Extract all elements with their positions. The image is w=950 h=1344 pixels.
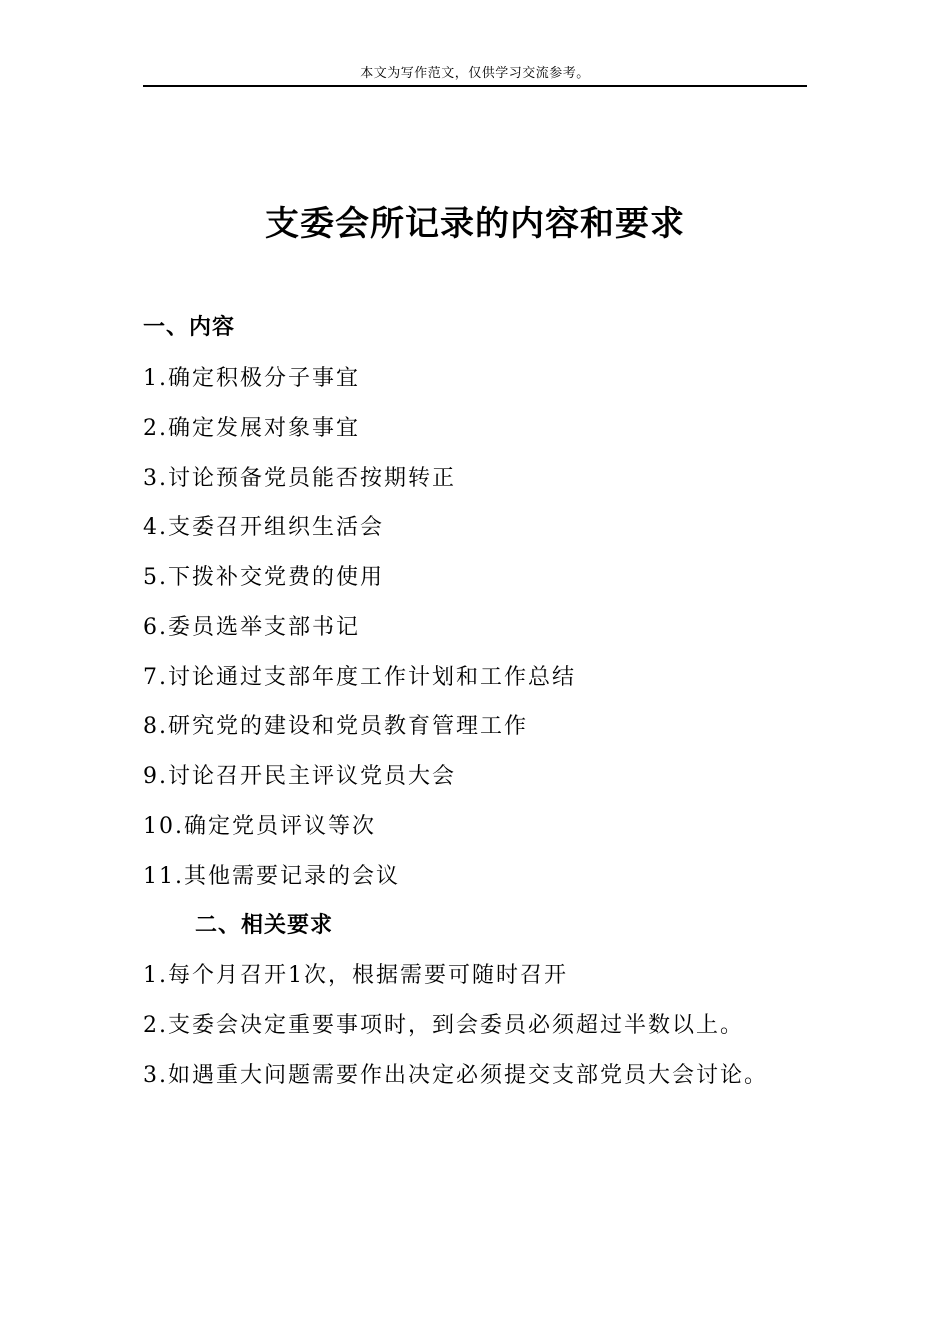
section-heading-content: 一、内容 (143, 315, 236, 340)
header-divider (143, 85, 807, 87)
content-list-item: 4.支委召开组织生活会 (143, 515, 384, 540)
content-list-item: 1.确定积极分子事宜 (143, 366, 360, 391)
page-header-note: 本文为写作范文，仅供学习交流参考。 (360, 66, 590, 81)
content-list-item: 7.讨论通过支部年度工作计划和工作总结 (143, 665, 576, 690)
content-list-item: 5.下拨补交党费的使用 (143, 565, 384, 590)
section-heading-requirements: 二、相关要求 (195, 913, 334, 938)
content-list-item: 8.研究党的建设和党员教育管理工作 (143, 714, 528, 739)
content-list-item: 11.其他需要记录的会议 (143, 864, 400, 889)
content-list-item: 10.确定党员评议等次 (143, 814, 376, 839)
content-list-item: 9.讨论召开民主评议党员大会 (143, 764, 456, 789)
content-list-item: 3.讨论预备党员能否按期转正 (143, 466, 456, 491)
requirement-list-item: 1.每个月召开1次，根据需要可随时召开 (143, 963, 568, 988)
requirement-list-item: 2.支委会决定重要事项时，到会委员必须超过半数以上。 (143, 1013, 744, 1038)
document-title: 支委会所记录的内容和要求 (265, 204, 685, 244)
content-list-item: 6.委员选举支部书记 (143, 615, 360, 640)
requirement-list-item: 3.如遇重大问题需要作出决定必须提交支部党员大会讨论。 (143, 1063, 768, 1088)
content-list-item: 2.确定发展对象事宜 (143, 416, 360, 441)
